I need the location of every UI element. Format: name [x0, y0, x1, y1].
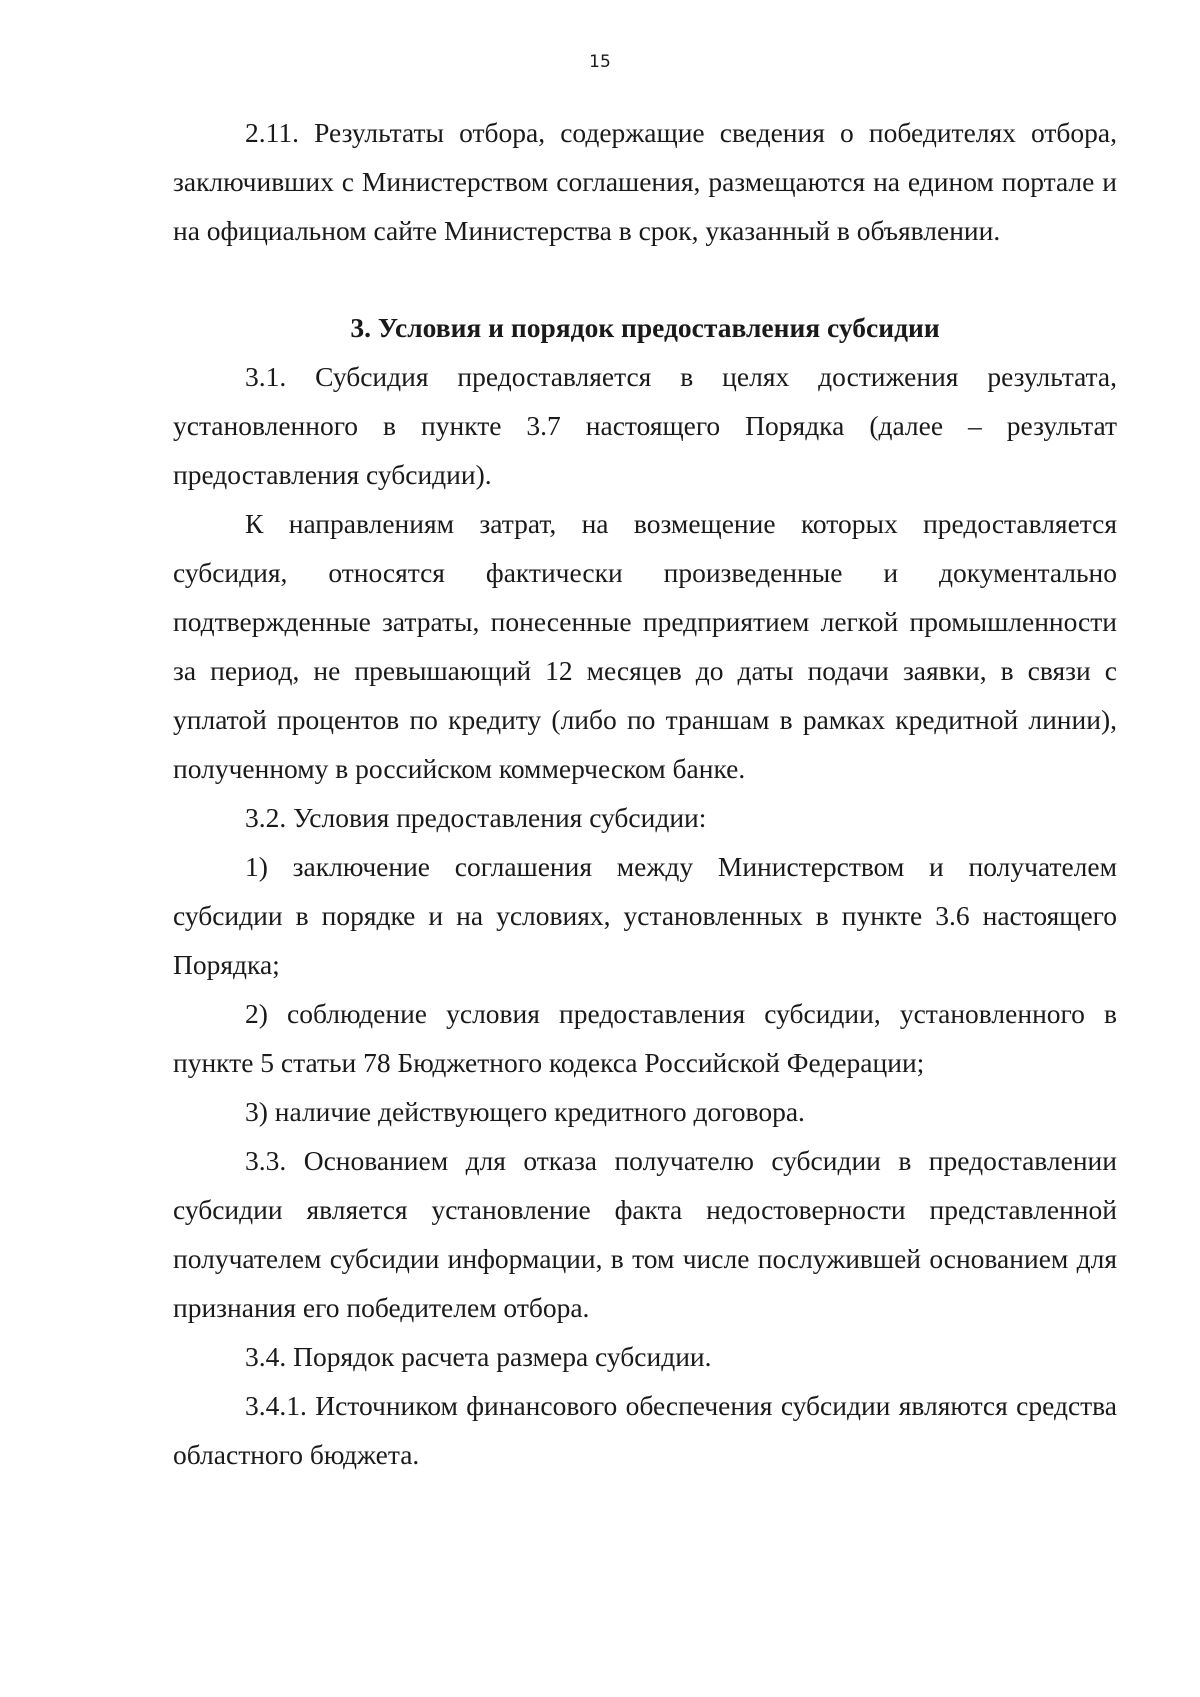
paragraph-3-1: 3.1. Субсидия предоставляется в целях достижения результата, установленного в пункте 3.7 настоящего Порядка (далее – результат предоставления субсидии).: [173, 361, 1117, 490]
paragraph-3-4: 3.4. Порядок расчета размера субсидии.: [245, 1341, 712, 1372]
paragraph-3-2-item-1: 1) заключение соглашения между Министерством и получателем субсидии в порядке и на условиях, установленных в пункте 3.6 настоящего Порядка;: [173, 851, 1117, 980]
paragraph-3-2-item-2: 2) соблюдение условия предоставления субсидии, установленного в пункте 5 статьи 78 Бюджетного кодекса Российской Федерации;: [173, 998, 1117, 1078]
paragraph-3-4-1: 3.4.1. Источником финансового обеспечения субсидии являются средства областного бюджета.: [173, 1390, 1117, 1470]
document-body: [173, 108, 1117, 1479]
section-3-heading: 3. Условия и порядок предоставления субсидии: [350, 312, 940, 343]
paragraph-3-3: 3.3. Основанием для отказа получателю субсидии в предоставлении субсидии является установление факта недостоверности представленной получателем субсидии информации, в том числе послужившей основанием для признания его победителем отбора.: [173, 1145, 1117, 1323]
paragraph-3-1-costs: К направлениям затрат, на возмещение которых предоставляется субсидия, относятся фактически произведенные и документально подтвержденные затраты, понесенные предприятием легкой промышленности за период, не превышающий 12 месяцев до даты подачи заявки, в связи с уплатой процентов по кредиту (либо по траншам в рамках кредитной линии), полученному в российском коммерческом банке.: [173, 508, 1117, 784]
paragraph-3-2-item-3: 3) наличие действующего кредитного договора.: [245, 1096, 805, 1127]
page-number: 15: [589, 52, 611, 72]
paragraph-3-2: 3.2. Условия предоставления субсидии:: [245, 802, 707, 833]
paragraph-2-11: 2.11. Результаты отбора, содержащие сведения о победителях отбора, заключивших с Министерством соглашения, размещаются на едином портале и на официальном сайте Министерства в срок, указанный в объявлении.: [173, 117, 1117, 246]
